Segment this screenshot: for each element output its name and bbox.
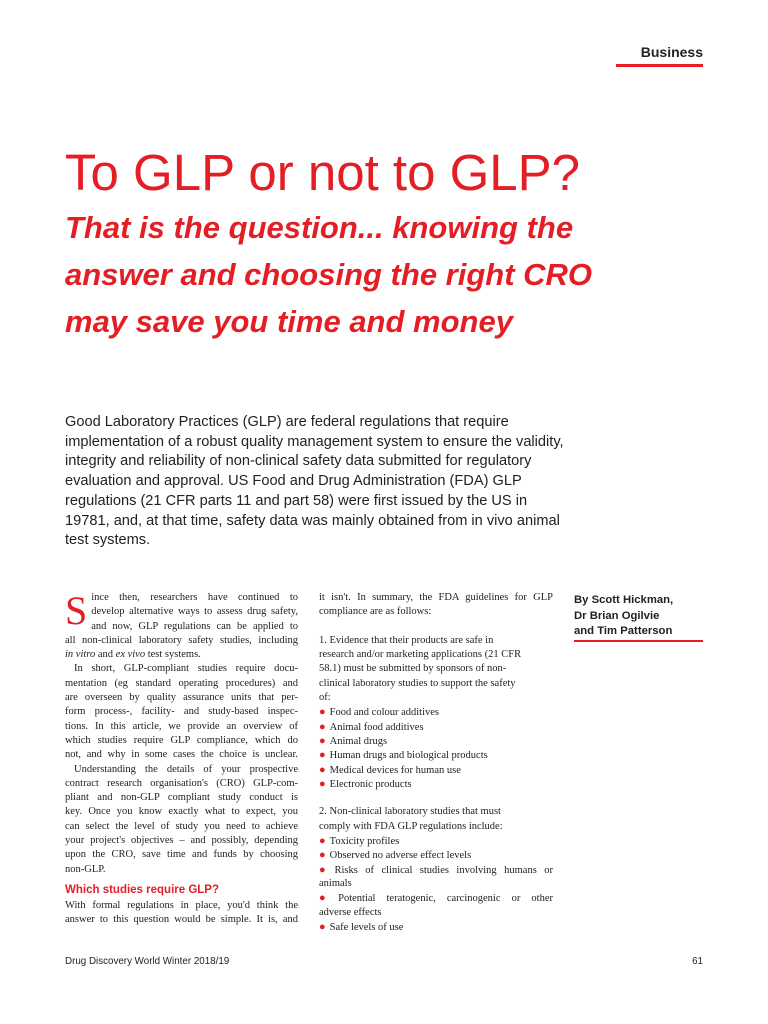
intro-paragraph [65, 413, 564, 551]
body-line: are overseen by quality assurance units that per- [65, 692, 298, 704]
intro-line: evaluation and approval. US Food and Drug Administration (FDA) GLP [65, 473, 522, 490]
body-line: In short, GLP-compliant studies require docu- [74, 663, 298, 675]
body-line [65, 648, 298, 662]
body-line: 2. Non-clinical laboratory studies that must [319, 806, 501, 818]
bullet-item: ● Toxicity profiles [319, 834, 553, 848]
body-line: clinical laboratory studies to support the safety [319, 677, 516, 689]
intro-line: regulations (21 CFR parts 11 and part 58) were first issued by the US in [65, 492, 528, 509]
bullet-item: ● Human drugs and biological products [319, 748, 553, 762]
body-line: not, and why in some cases the choice is unclear. [65, 749, 298, 761]
byline-line: and Tim Patterson [574, 625, 673, 637]
body-line: tions. In this article, we provide an overview of [65, 720, 298, 732]
body-line: compliance are as follows: [319, 606, 432, 618]
body-line: form process-, facility- and study-based inspec- [65, 706, 298, 718]
body-text: test systems. [145, 649, 201, 661]
body-column-1 [65, 588, 298, 928]
bullet-item: ● Food and colour additives [319, 705, 553, 719]
body-line: Understanding the details of your prospective [74, 763, 298, 775]
intro-line: Good Laboratory Practices (GLP) are federal regulations that require [65, 414, 509, 430]
intro-line: 19781, and, at that time, safety data was mainly obtained from in vivo animal [65, 512, 560, 529]
body-column-2 [319, 591, 553, 934]
body-line: With formal regulations in place, you'd think the [65, 899, 298, 911]
body-line: non-GLP. [65, 863, 106, 875]
body-line: can select the level of study you need to achieve [65, 820, 298, 832]
bullet-item: ● Animal drugs [319, 734, 553, 748]
byline [574, 593, 703, 640]
spacer [319, 620, 553, 634]
article-title: To GLP or not to GLP? [65, 144, 581, 201]
body-line: mentation (eg standard operating procedures) and [65, 677, 298, 689]
body-text: and [95, 649, 116, 661]
section-rule [616, 64, 703, 67]
footer-journal: Drug Discovery World Winter 2018/19 [65, 956, 230, 967]
subtitle-line: answer and choosing the right CRO [65, 257, 593, 292]
bullet-continuation: adverse effects [319, 906, 382, 918]
drop-cap: S [65, 588, 88, 633]
italic-term: ex vivo [115, 649, 146, 661]
body-line: key. Once you know exactly what to expect, you [65, 806, 298, 818]
bullet-item: ● Potential teratogenic, carcinogenic or other [319, 891, 553, 905]
bullet-item: ● Risks of clinical studies involving humans or [319, 863, 553, 877]
bullet-item: ● Safe levels of use [319, 920, 553, 934]
intro-line: implementation of a robust quality management system to ensure the validity, [65, 433, 564, 450]
body-line: your project's objectives – and possibly, depending [65, 835, 298, 847]
body-line: all non-clinical laboratory safety studies, including [65, 634, 298, 646]
body-line: which studies require GLP compliance, which do [65, 734, 298, 746]
subtitle-line: That is the question... knowing the [65, 210, 574, 245]
body-line: 58.1) must be submitted by sponsors of non- [319, 663, 507, 675]
section-label: Business [640, 44, 703, 60]
body-line: upon the CRO, save time and funds by choosing [65, 849, 298, 861]
body-line: it isn't. In summary, the FDA guidelines for GLP [319, 592, 553, 603]
body-line: pliant and non-GLP compliant study conduct is [65, 792, 298, 804]
bullet-item: ● Animal food additives [319, 720, 553, 734]
body-line: ince then, researchers have continued to [91, 592, 298, 603]
italic-term: in vitro [65, 649, 96, 661]
page-number: 61 [692, 956, 703, 967]
body-line: develop alternative ways to assess drug safety, [91, 606, 298, 618]
body-line: of: [319, 692, 331, 704]
bullet-item: ● Observed no adverse effect levels [319, 848, 553, 862]
byline-rule [574, 640, 703, 642]
body-line: research and/or marketing applications (21 CFR [319, 649, 522, 661]
bullet-item: ● Medical devices for human use [319, 763, 553, 777]
body-line: and now, GLP regulations can be applied to [91, 620, 298, 632]
bullet-item: ● Electronic products [319, 777, 553, 791]
body-line: answer to this question would be simple. It is, and [65, 914, 298, 926]
subheading: Which studies require GLP? [65, 883, 219, 896]
body-line: contract research organisation's (CRO) GLP-com- [65, 777, 298, 789]
byline-line: By Scott Hickman, [574, 594, 674, 606]
spacer [319, 791, 553, 805]
intro-line: integrity and reliability of non-clinical safety data submitted for regulatory [65, 453, 532, 470]
article-subtitle [65, 204, 592, 345]
body-line: comply with FDA GLP regulations include: [319, 820, 503, 832]
subtitle-line: may save you time and money [65, 304, 513, 339]
byline-line: Dr Brian Ogilvie [574, 609, 660, 622]
body-line: 1. Evidence that their products are safe in [319, 634, 494, 646]
bullet-continuation: animals [319, 877, 352, 889]
intro-line: test systems. [65, 532, 151, 549]
